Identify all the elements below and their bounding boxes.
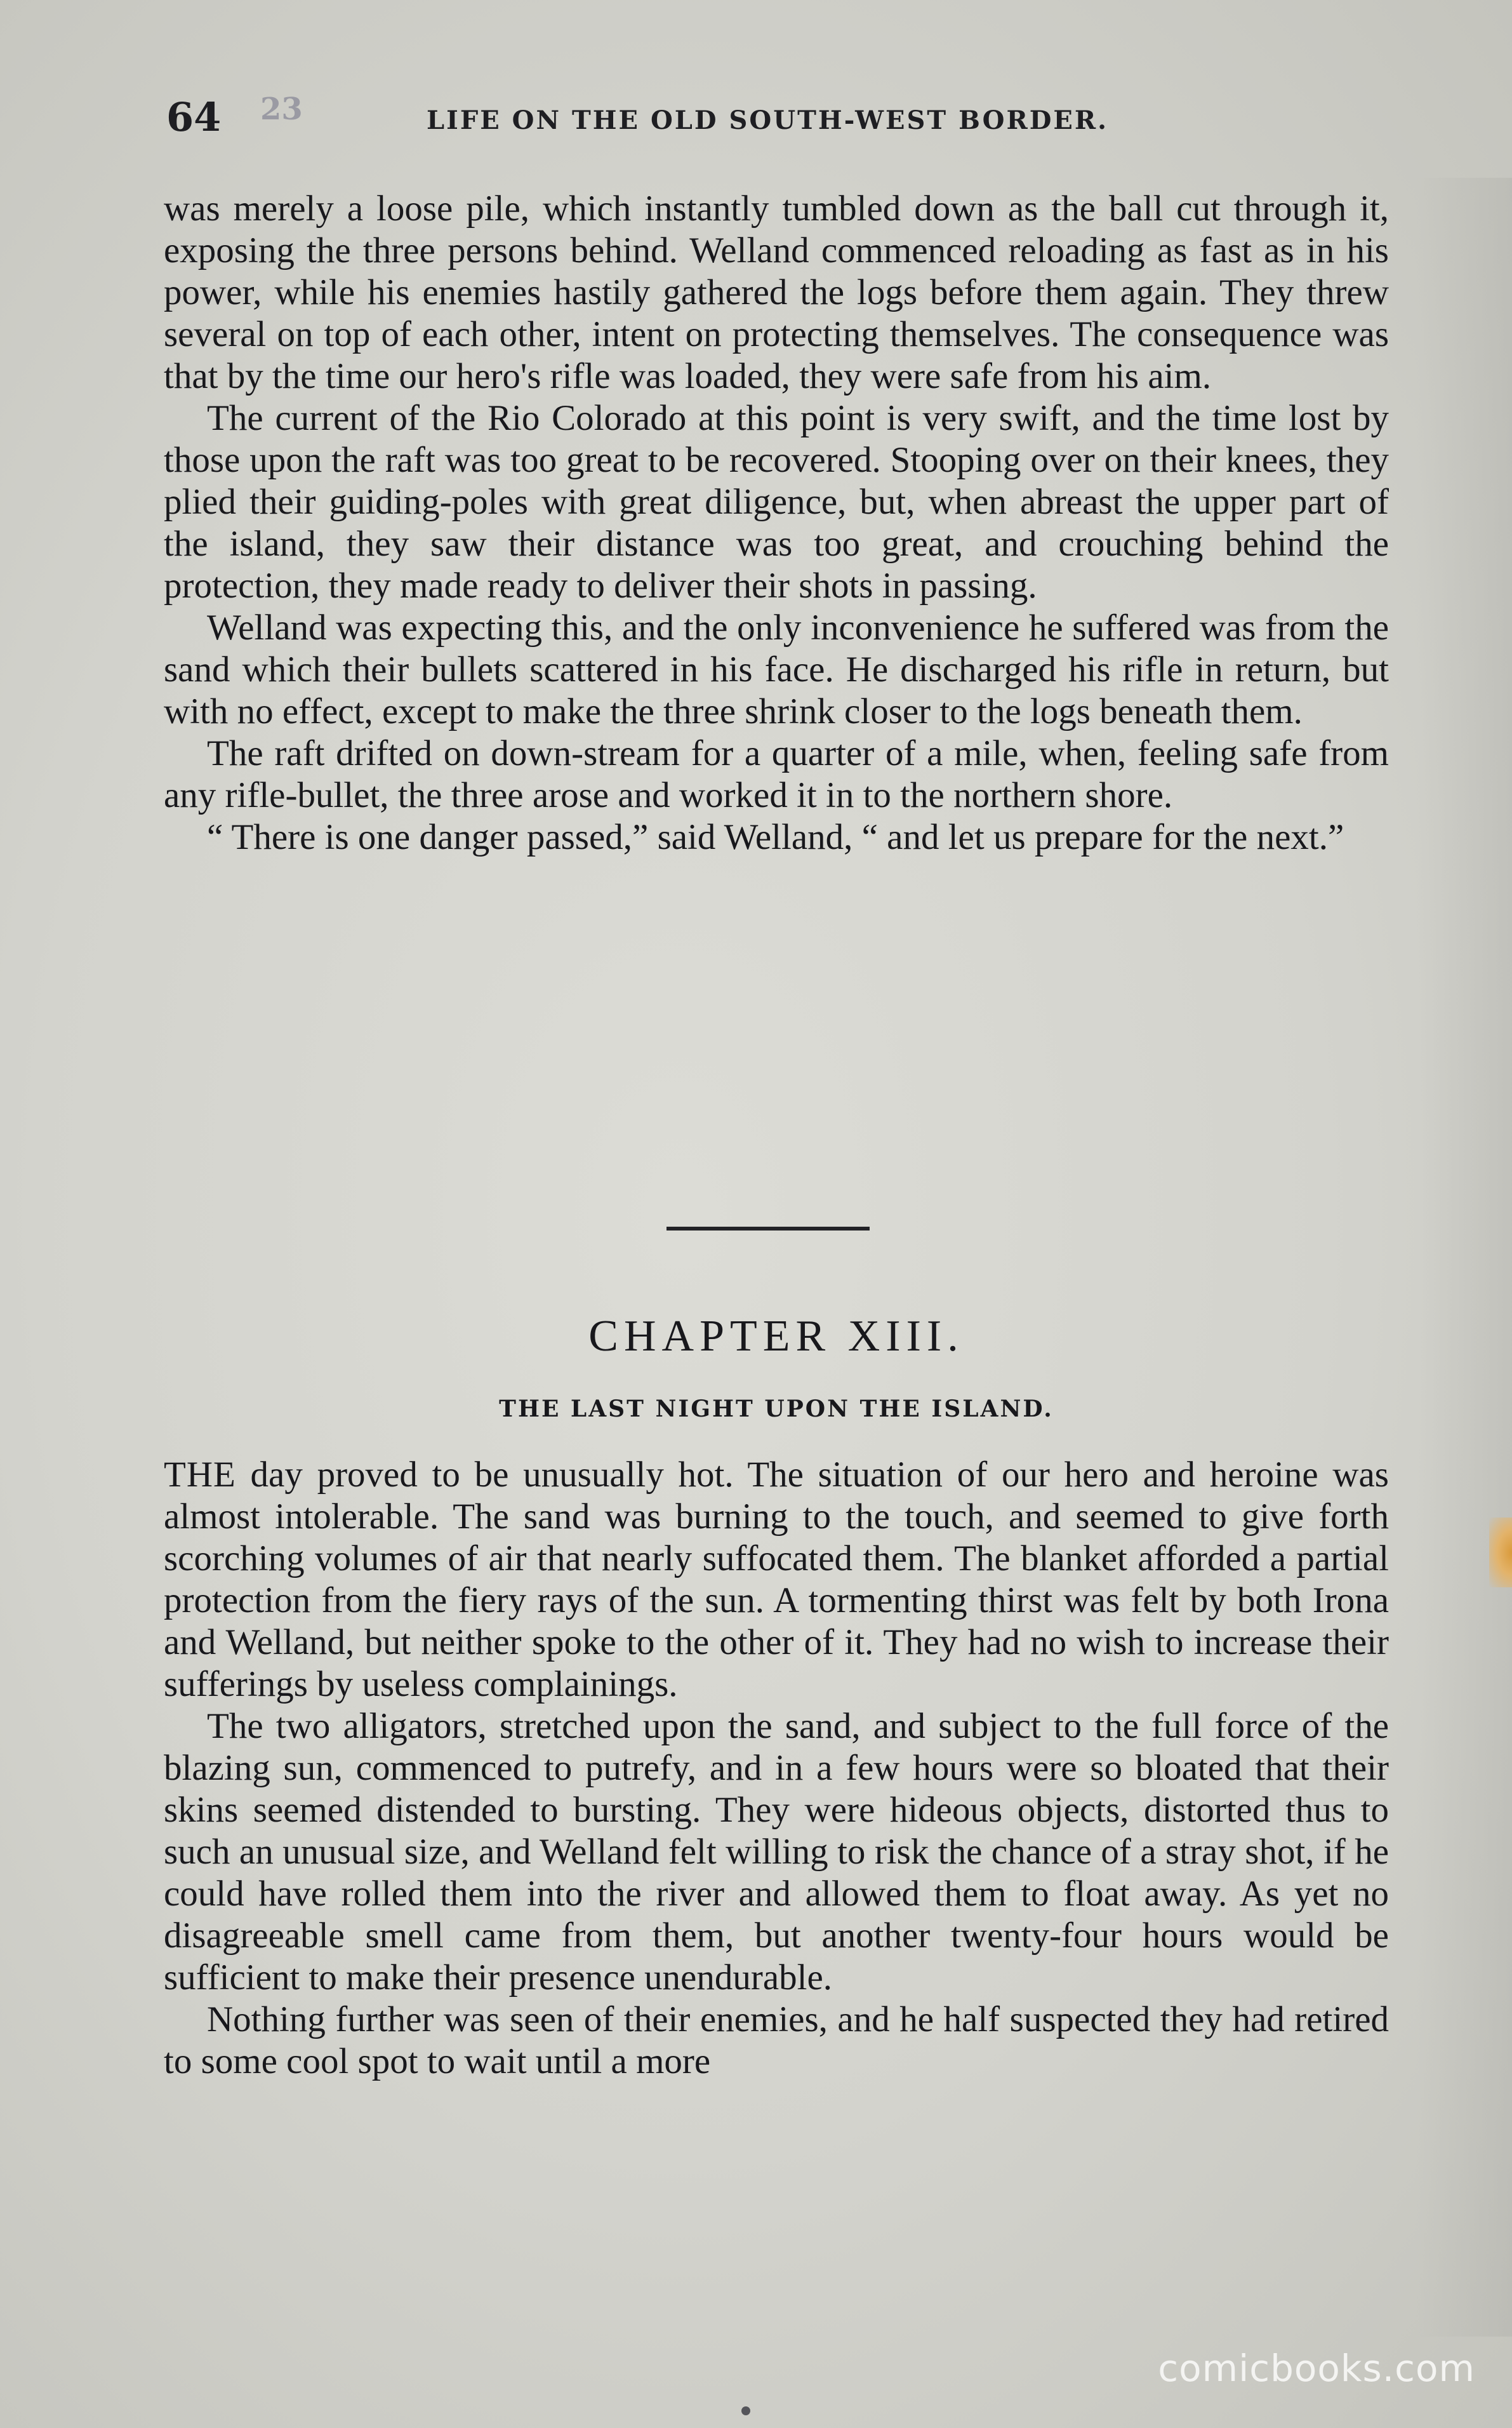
- paragraph: The current of the Rio Colorado at this point is very swift, and the time lost by those upon the raft was too great to be recovered. Stooping over on their knees, they plied their guiding-poles with great diligence, but, when abreast the upper part of the island, they saw their distance was too great, and crouching behind the protection, they made ready to deliver their shots in passing.: [164, 398, 1389, 606]
- page-header: [166, 91, 1404, 151]
- chapter-title: THE LAST NIGHT UPON THE ISLAND.: [499, 1396, 1054, 1422]
- section-divider-rule: [666, 1227, 870, 1231]
- paragraph: Welland was expecting this, and the only inconvenience he suffered was from the sand which their bullets scattered in his face. He discharged his rifle in return, but with no effect, except to make the three shrink closer to the logs beneath them.: [164, 608, 1389, 731]
- opening-paragraph-text: day proved to be unusually hot. The situation of our hero and heroine was almost intolerable. The sand was burning to the touch, and seemed to give forth scorching volumes of air that nearly suffocated them. The blanket afforded a partial protection from the fiery rays of the sun. A tormenting thirst was felt by both Irona and Welland, but neither spoke to the other of it. They had no wish to increase their sufferings by useless complainings.: [164, 1455, 1389, 1704]
- faint-page-number: 23: [260, 91, 303, 127]
- ink-speck: [741, 2406, 750, 2415]
- paragraph: The two alligators, stretched upon the sand, and subject to the full force of the blazing sun, commenced to putrefy, and in a few hours were so bloated that their skins seemed distended to bursting. They were hideous objects, distorted thus to such an unusual size, and Welland felt willing to risk the chance of a stray shot, if he could have rolled them into the river and allowed them to float away. As yet no disagreeable smell came from them, but another twenty-four hours would be sufficient to make their presence unendurable.: [164, 1706, 1389, 1998]
- paragraph: The raft drifted on down-stream for a quarter of a mile, when, feeling safe from any rifle-bullet, the three arose and worked it in to the northern shore.: [164, 733, 1389, 815]
- page-edge-stain: [1489, 1518, 1512, 1587]
- page-number: 64: [166, 94, 222, 140]
- paragraph: Nothing further was seen of their enemies, and he half suspected they had retired to some cool spot to wait until a more: [164, 1999, 1389, 2081]
- site-watermark: comicbooks.com: [1158, 2347, 1475, 2390]
- opening-small-caps-word: THE: [164, 1455, 236, 1495]
- paragraph: “ There is one danger passed,” said Welland, “ and let us prepare for the next.”: [207, 817, 1344, 857]
- chapter-text-block: [164, 1454, 1389, 2083]
- chapter-opening-paragraph: [164, 1454, 1389, 1705]
- show-through-shadow: [1417, 178, 1512, 2337]
- running-head: LIFE ON THE OLD SOUTH-WEST BORDER.: [427, 105, 1109, 135]
- text-block-before-chapter: [164, 188, 1389, 858]
- chapter-heading: CHAPTER XIII.: [588, 1312, 964, 1361]
- paragraph: was merely a loose pile, which instantly tumbled down as the ball cut through it, exposing the three persons behind. Welland commenced reloading as fast as in his power, while his enemies hastily gathered the logs before them again. They threw several on top of each other, intent on protecting themselves. The consequence was that by the time our hero's rifle was loaded, they were safe from his aim.: [164, 189, 1389, 396]
